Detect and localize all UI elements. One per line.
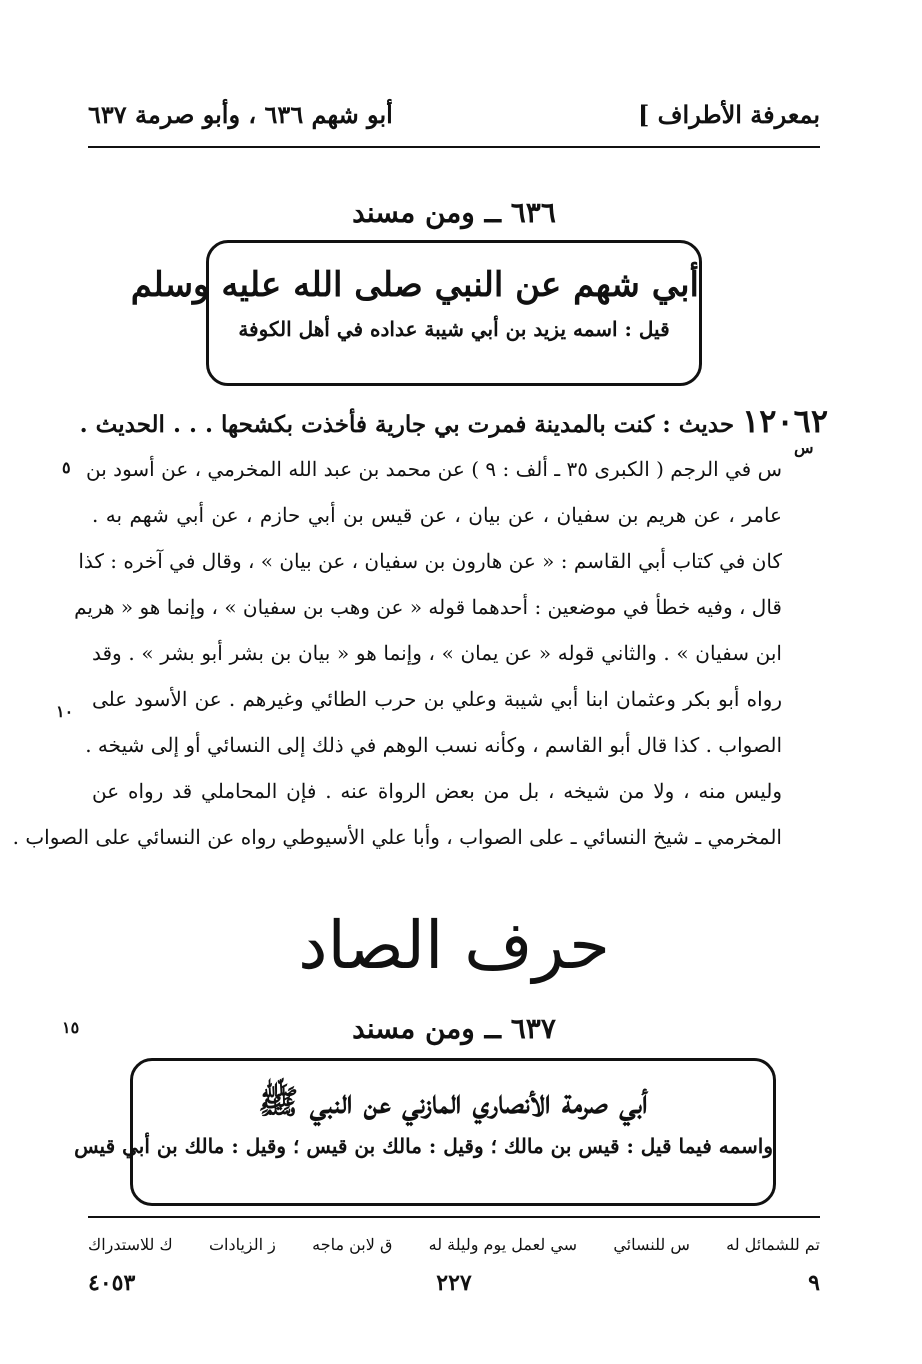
legend-item: ك للاستدراك — [88, 1234, 173, 1254]
legend-item: ق لابن ماجه — [312, 1234, 393, 1254]
commentary-line: قال ، وفيه خطأ في موضعين : أحدهما قوله « عن وهب بن سفيان » ، وإنما هو « هريم — [74, 595, 782, 619]
legend-item: ز الزيادات — [208, 1234, 276, 1254]
line-number-5: ٥ — [62, 458, 71, 477]
running-header — [88, 96, 820, 140]
hadith-entry-number: ١٢٠٦٢ — [742, 402, 828, 440]
item-number: ٤٠٥٣ — [88, 1270, 136, 1296]
commentary-line: الصواب . كذا قال أبو القاسم ، وكأنه نسب الوهم في ذلك إلى النسائي أو إلى شيخه . — [85, 733, 782, 757]
legend-item: س للنسائي — [613, 1234, 690, 1254]
page-number: ٢٢٧ — [436, 1270, 472, 1296]
commentary-line: المخرمي ـ شيخ النسائي ـ على الصواب ، وأبا علي الأسيوطي رواه عن النسائي على الصواب . — [12, 825, 782, 849]
section-637-heading: ٦٣٧ ــ ومن مسند — [352, 1012, 556, 1045]
section-637-name-box — [74, 1058, 776, 1206]
section-637-name: أبي صرمة الأنصاري المازني عن النبي ﷺ — [258, 1082, 648, 1121]
section-636-subtitle: قيل : اسمه يزيد بن أبي شيبة عداده في أهل الكوفة — [238, 317, 670, 342]
commentary-line: عامر ، عن هريم بن سفيان ، عن بيان ، عن قيس بن أبي حازم ، عن أبي شهم به . — [92, 503, 782, 527]
page-footer — [88, 1270, 820, 1310]
commentary-line: وليس منه ، ولا من شيخه ، بل من بعض الرواة عنه . فإن المحاملي قد رواه عن — [92, 779, 782, 803]
commentary-line: رواه أبو بكر وعثمان ابنا أبي شيبة وعلي بن حرب الطائي وغيرهم . عن الأسود على — [92, 687, 782, 711]
legend-item: سي لعمل يوم وليلة له — [428, 1234, 578, 1254]
volume-number: ٩ — [808, 1270, 820, 1296]
commentary-line: ابن سفيان » . والثاني قوله « عن يمان » ، وإنما هو « بيان بن بشر أبو بشر » . وقد — [92, 641, 782, 665]
line-number-15: ١٥ — [62, 1018, 80, 1037]
hadith-margin-symbol: س — [794, 438, 814, 457]
abbreviation-legend — [88, 1226, 820, 1262]
section-636-heading: ٦٣٦ ــ ومن مسند — [352, 196, 556, 229]
commentary-line: كان في كتاب أبي القاسم : « عن هارون بن سفيان ، عن بيان » ، وقال في آخره : كذا — [78, 549, 782, 573]
line-number-10: ١٠ — [56, 702, 74, 721]
legend-item: تم للشمائل له — [726, 1234, 820, 1254]
hadith-entry — [80, 402, 828, 442]
footer-rule — [88, 1216, 820, 1218]
running-header-book-title: بمعرفة الأطراف ] — [637, 100, 820, 129]
hadith-entry-text: حديث : كنت بالمدينة فمرت بي جارية فأخذت بكشحها . . . الحديث . — [79, 411, 735, 438]
running-header-contents: أبو شهم ٦٣٦ ، وأبو صرمة ٦٣٧ — [88, 100, 393, 129]
header-rule — [88, 146, 820, 148]
letter-heading: حرف الصاد — [298, 907, 610, 984]
section-636-name-box — [130, 240, 702, 386]
section-636-name: أبي شهم عن النبي صلى الله عليه وسلم — [130, 265, 699, 305]
section-637-subtitle: واسمه فيما قيل : قيس بن مالك ؛ وقيل : مالك بن قيس ؛ وقيل : مالك بن أبي قيس — [74, 1133, 773, 1158]
commentary-line: س في الرجم ( الكبرى ٣٥ ـ ألف : ٩ ) عن محمد بن عبد الله المخرمي ، عن أسود بن — [86, 457, 782, 481]
